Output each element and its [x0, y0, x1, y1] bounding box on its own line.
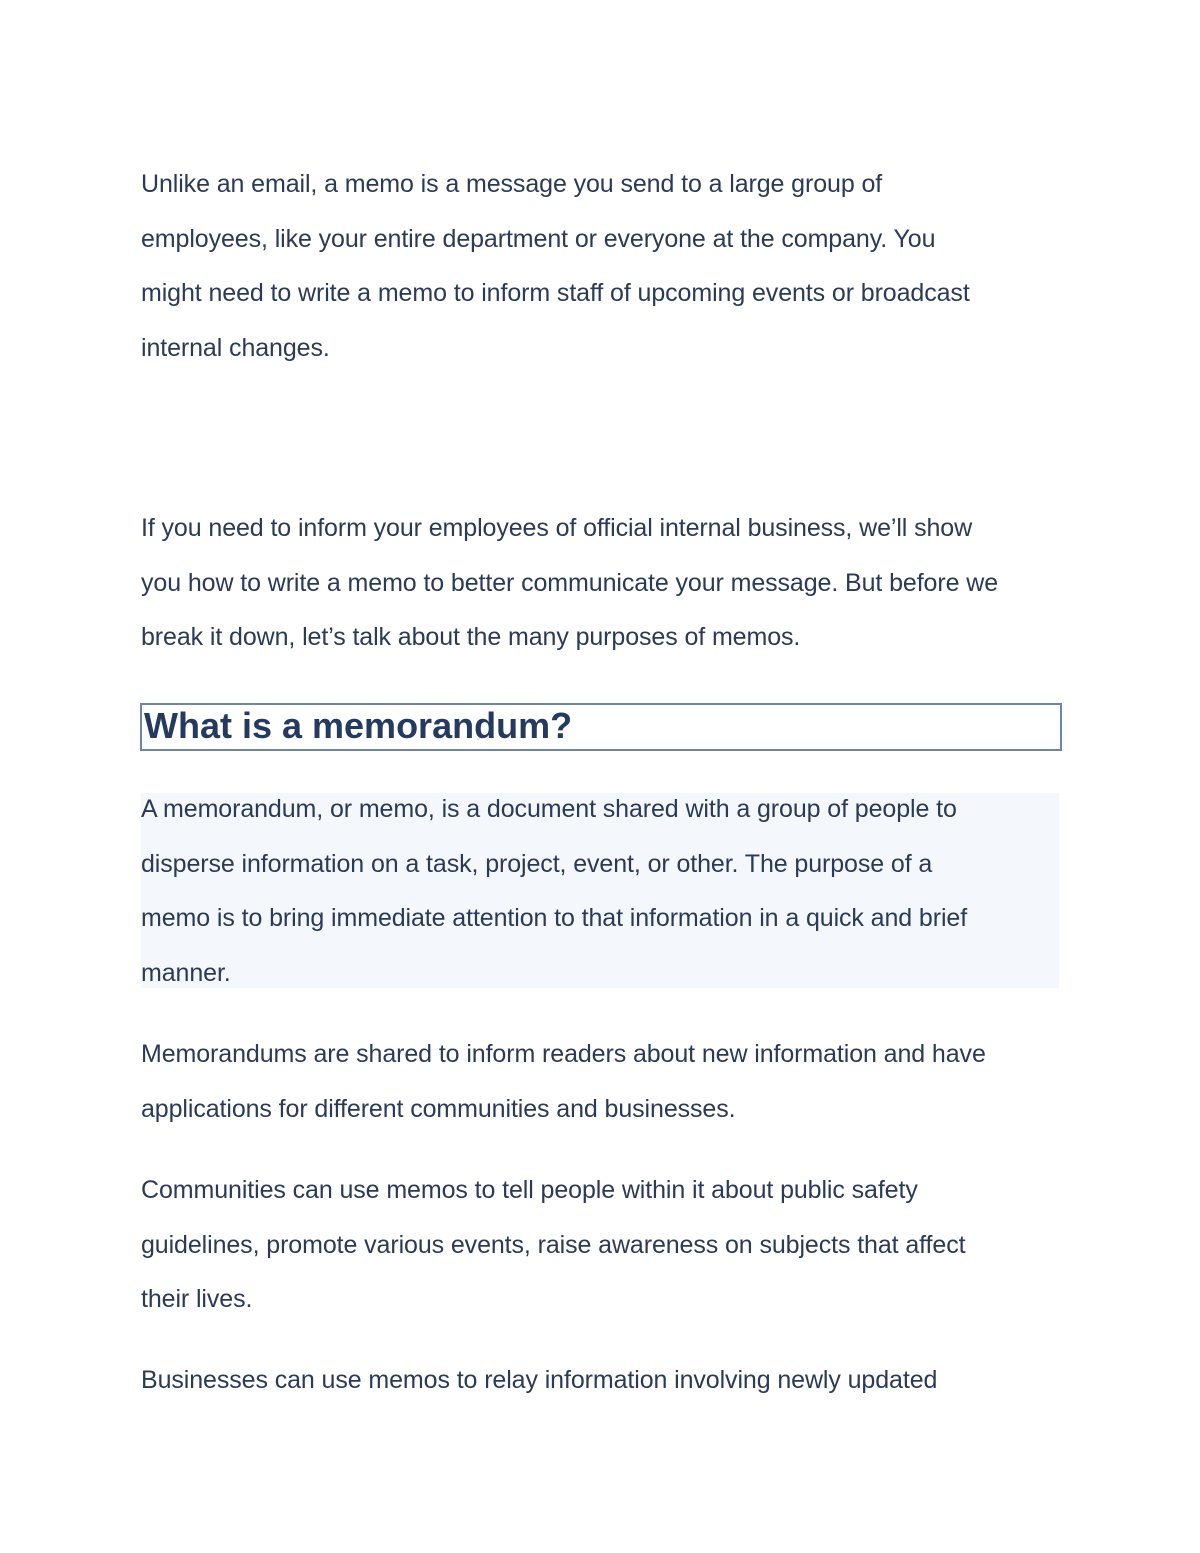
text-line: A memorandum, or memo, is a document shared with a group of people to [141, 795, 957, 823]
text-line: their lives. [141, 1285, 253, 1313]
section-heading: What is a memorandum? [144, 705, 573, 746]
text-line: Memorandums are shared to inform readers about new information and have [141, 1040, 986, 1068]
text-line: manner. [141, 958, 231, 987]
text-line: If you need to inform your employees of official internal business, we’ll show [141, 514, 973, 542]
text-line: disperse information on a task, project, event, or other. The purpose of a [141, 849, 933, 878]
businesses-paragraph [141, 1353, 1071, 1408]
intro-paragraph [141, 157, 1071, 375]
applications-paragraph [141, 1027, 1071, 1136]
text-line: Unlike an email, a memo is a message you send to a large group of [141, 170, 883, 198]
text-line: internal changes. [141, 333, 330, 362]
text-line: applications for different communities and businesses. [141, 1094, 736, 1123]
second-paragraph [141, 501, 1071, 665]
text-line: you how to write a memo to better communicate your message. But before we [141, 568, 998, 597]
definition-paragraph [141, 782, 1071, 1000]
text-line: Communities can use memos to tell people within it about public safety [141, 1176, 918, 1204]
heading-selection-box[interactable] [140, 703, 1062, 751]
communities-paragraph [141, 1163, 1071, 1327]
text-line: might need to write a memo to inform staff of upcoming events or broadcast [141, 279, 970, 307]
text-line: guidelines, promote various events, raise awareness on subjects that affect [141, 1230, 966, 1259]
text-line: break it down, let’s talk about the many purposes of memos. [141, 623, 801, 651]
text-line: employees, like your entire department or everyone at the company. You [141, 224, 936, 253]
text-line: Businesses can use memos to relay information involving newly updated [141, 1366, 938, 1394]
text-line: memo is to bring immediate attention to that information in a quick and brief [141, 904, 968, 932]
